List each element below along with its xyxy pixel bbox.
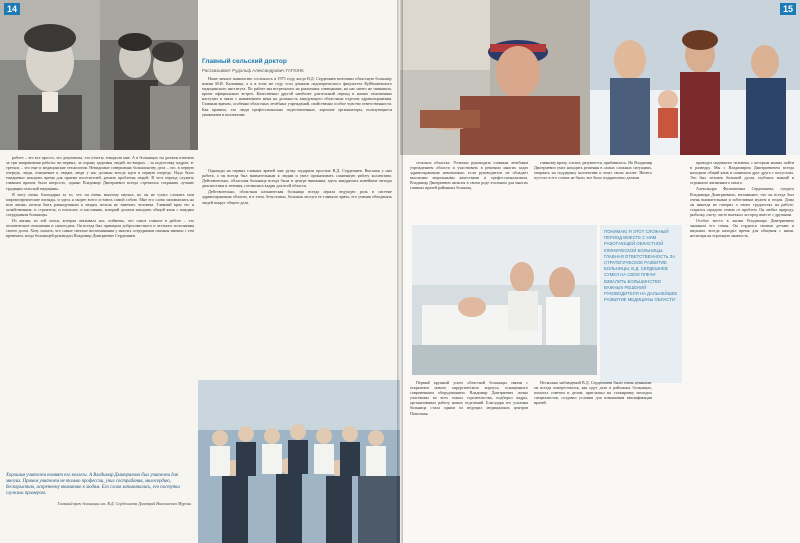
text-column-4b bbox=[534, 380, 652, 540]
text-column-1 bbox=[6, 155, 194, 470]
photo-family-winter bbox=[590, 0, 800, 155]
paragraph: Наше личное знакомство состоялось в 1975 году, когда В.Д. Сердешнев возглавил областную больницу имени М.И. Калинина, а я в этом же году стал деканом педиатрического факультета Куйбышевского медицинского института. По работе мы встречались на различных совещаниях, но нас ничто не связывало, кроме официальных встреч. Качественно другой наиболее длительный период в наших отношениях наступил в связи с назначением меня на должность заведующего областным отделом здравоохранения. Главным врачам, особенно областных лечебных учреждений, свойственно особое чувство ответственности. Как правило, это люди профессионально подготовленные, хорошие организаторы, пользующиеся уважением в коллективе. bbox=[202, 76, 392, 117]
paragraph: Первый крупный успех областной больницы связан с открытием нового хирургического корпуса, оснащенного современным оборудованием. Владимир Дмитриевич лично участвовал во всех этапах строительства, подбирал кадры, организовывал работу новых отделений. Благодаря его усилиям больница стала одним из ведущих медицинских центров Поволжья. bbox=[410, 380, 528, 416]
photo-couple-bw bbox=[100, 0, 198, 150]
right-page bbox=[400, 0, 800, 543]
pull-quote bbox=[600, 225, 682, 383]
photo-elderly-man-cap bbox=[400, 0, 590, 155]
paragraph: Однажды на первых главных врачей мне ручку подарили простые В.Д. Сердешнев. Высокая у них работа, а он всегда был внимательным к людям и умел организовать слаженную работу коллектива. Действительно, областная больница всегда была в центре внимания, здесь внедрялись новейшие методы диагностики и лечения, готовились кадры для всей области. bbox=[202, 168, 392, 189]
paragraph: Александра Филипповна Сердешнева, супруга Владимира Дмитриевича, вспоминает, что он всегда был очень внимательным и заботливым мужем и отцом. Дома он никогда не говорил о своих трудностях на работе, старался оградить семью от проблем. Он любил природу, рыбалку, охоту, часто выезжал за город вместе с друзьями. bbox=[690, 186, 794, 217]
caption-signature: Главный врач больницы им. В.Д. Сердешнева Дмитрий Николаевич Мурзин bbox=[57, 501, 191, 506]
page-number-right: 15 bbox=[780, 4, 796, 14]
text-column-3b bbox=[410, 380, 528, 540]
pull-quote-text: ПОНИМАЮ Я ЭТОТ СЛОЖНЫЙ ПЕРИОД ВМЕСТЕ С НИМ РАБОТАЮЩЕЙ ОБЛАСТНОЙ КЛИНИЧЕСКОЙ БОЛЬНИЦЫ. ГЛАВНАЯ ОТВЕТСТВЕННОСТЬ ЗА СТРАТЕГИЧЕСКОЕ РАЗВИТИЕ БОЛЬНИЦЫ, В.Д. СЕРДЕШНЕВ СУМЕЛ НА СВОИ ПЛЕЧИ ВЗВАЛИТЬ БОЛЬШИНСТВО ВАЖНЫХ РЕШЕНИЙ РУКОВОДИТЕЛЯ НА ДАЛЬНЕЙШЕЕ РАЗВИТИЕ МЕДИЦИНЫ ОБЛАСТИ bbox=[604, 229, 678, 303]
paragraph: главному врачу, хлопот, разумеется, прибавилось. Но Владимир Дмитриевич умел находить решения в самых сложных ситуациях, опираясь на поддержку коллектива и опыт своих коллег. Ничего пустого в его словах не было, все было подкреплено делами. bbox=[534, 160, 652, 181]
paragraph: сельских областях. Успешно руководить главным лечебным учреждением области и участвовать в решении многих задач здравоохранения невозможно, если руководитель не обладает высокими моральными качествами и профессионализмом. Владимир Дмитриевич являлся в своем роде эталоном для многих главных врачей районных больниц. bbox=[410, 160, 528, 191]
photo-caption bbox=[6, 473, 191, 507]
photo-hospital-ward bbox=[412, 225, 597, 375]
paragraph: Из жизни, из той эпохи, которая связывала нас, поймешь, что самое главное в работе – это человеческие отношения и самоотдача. Он всегда был примером добросовестного и честного исполнения своего долга. Хочу сказать, что самые светлые воспоминания у многих сотрудников связаны именно с тем временем, когда больницей руководил Владимир Дмитриевич Сердешнев. bbox=[6, 218, 194, 239]
page-gutter bbox=[397, 0, 403, 543]
page-number-left: 14 bbox=[4, 4, 20, 14]
paragraph: работе – это все просто, это документы, это отчеты, говорили мне. А в больницах ты должен отвечать за три направления работы: во-первых, за охрану здоровья людей, во-вторых – за подготовку кадров, в-третьих – это еще и медицинские технологии. Невидимые совершенно большинству дела – это, в первую очередь, люди, отношение к людям, люди у нас должны всегда идти в первую очередь. Надо было ежедневно находить время для приема посетителей, решать проблемы людей. В этот период служить главным врачом было непросто, однако Владимир Дмитриевич всегда стремился сохранять лучшие традиции сельской медицины. bbox=[6, 155, 194, 191]
caption-text: Хорошим учителем помнят его коллеги. А Владимир Дмитриевич был учителем для многих. Причем учителем не только профессии, учил сострадания, милосердию, бескорыстию, искреннему вниманию к людям. Его слова запоминались, его поступки служили примером. bbox=[6, 473, 180, 496]
photo-young-portrait bbox=[0, 0, 100, 150]
paragraph: Несколько наблюдений В.Д. Сердешнева были очень ценными: он всегда интересовался, как идут дела в районных больницах, помогал советом и делом, приглашал на стажировку молодых специалистов, создавал условия для повышения квалификации врачей. bbox=[534, 380, 652, 406]
text-column-2b bbox=[202, 168, 392, 268]
paragraph: проводит надежного человека, с которым можно пойти в разведку. Мы с Владимиром Дмитриевичем всегда находили общий язык и понимали друг друга с полуслова. Это был человек большой души, глубоких знаний и огромного жизненного опыта. bbox=[690, 160, 794, 186]
text-column-5 bbox=[690, 160, 794, 540]
article-byline: Рассказывает Рудольф Александрович ГАГЮНК bbox=[202, 68, 304, 73]
paragraph: Действительно, областная клиническая больница всегда играла ведущую роль в системе здравоохранения области, и в этом, безусловно, большая заслуга ее главного врача, его умения объединять людей вокруг общего дела. bbox=[202, 189, 392, 205]
paragraph: Я могу очень благодарна за то, что он очень многому научил, но он не сумел сложить мои мировоззренческие взгляды, и здесь я скорее всего остаюсь самой собою. Мне его слова запомнились на всю жизнь: нельзя быть равнодушным к людям, нельзя не замечать человека. Главный врач это и хозяйственник, и строитель, и психолог, и наставник, который должен находить общий язык с каждым сотрудником больницы. bbox=[6, 191, 194, 218]
photo-group-staff bbox=[198, 380, 400, 543]
article-title: Главный сельский доктор bbox=[202, 58, 287, 65]
paragraph: Особое место в жизни Владимира Дмитриевича занимала его семья. Он гордился своими детьми и внуками, всегда находил время для общения с ними, несмотря на огромную занятость. bbox=[690, 218, 794, 239]
